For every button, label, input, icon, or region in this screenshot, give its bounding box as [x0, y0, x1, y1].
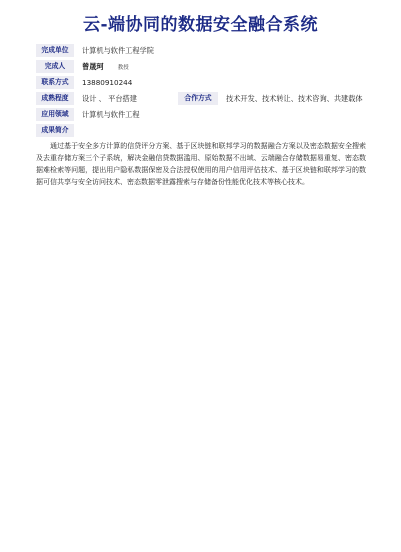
- field-label: 应用领域: [36, 108, 74, 121]
- coop-label: 合作方式: [178, 92, 218, 105]
- summary-label: 成果简介: [36, 124, 74, 137]
- contact-label: 联系方式: [36, 76, 74, 89]
- page-title: 云-端协同的数据安全融合系统: [82, 15, 319, 35]
- maturity-label: 成熟程度: [36, 92, 74, 105]
- unit-label: 完成单位: [36, 44, 74, 57]
- maturity-value: 设计 、 平台搭建: [82, 94, 137, 103]
- contact-value: 13880910244: [82, 78, 133, 87]
- unit-value: 计算机与软件工程学院: [82, 46, 154, 55]
- person-name: 曾晟珂: [82, 62, 104, 71]
- coop-value: 技术开发、技术转让、技术咨询、共建载体: [226, 94, 363, 103]
- person-value: [82, 60, 129, 75]
- summary-text: 通过基于安全多方计算的信贷评分方案、基于区块链和联邦学习的数据融合方案以及密态数据安全搜索及去重存储方案三个子系统，解决金融信贷数据滥用、原始数据不出域、云端融合存储数据易重复、密态数据难检索等问题，提出用户隐私数据保密及合法授权使用的用户信用评估技术、基于区块链和联邦学习的数据可信共享与安全访问技术、密态数据零泄露搜索与存储备份性能优化技术等核心技术。: [36, 142, 366, 186]
- field-value: 计算机与软件工程: [82, 110, 140, 119]
- person-label: 完成人: [36, 60, 74, 73]
- person-title: 教授: [117, 65, 129, 71]
